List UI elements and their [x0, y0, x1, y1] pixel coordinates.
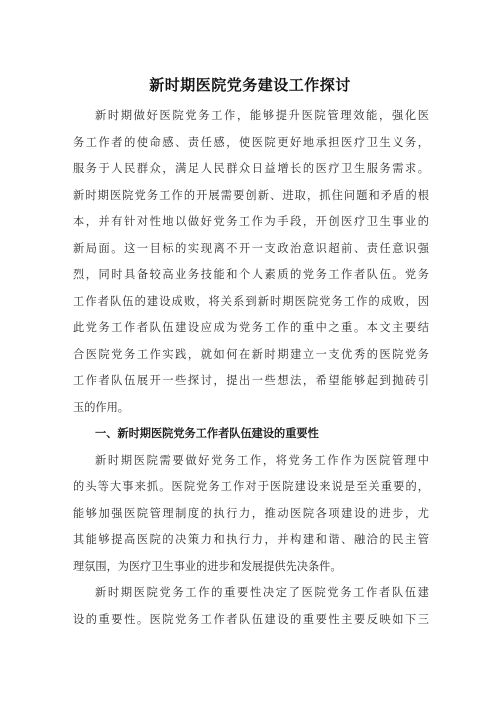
intro-line: 烈，同时具备较高业务技能和个人素质的党务工作者队伍。党务 — [73, 268, 429, 281]
section1-para2-line: 新时期医院党务工作的重要性决定了医院党务工作者队伍建 — [95, 586, 429, 599]
intro-line: 务工作者的使命感、责任感，使医院更好地承担医疗卫生义务， — [73, 135, 429, 149]
intro-line: 新时期做好医院党务工作，能够提升医院管理效能，强化医 — [95, 109, 429, 122]
intro-line: 服务于人民群众，满足人民群众日益增长的医疗卫生服务需求。 — [73, 162, 429, 175]
intro-line: 工作者队伍的建设成败，将关系到新时期医院党务工作的成败，因 — [73, 294, 429, 308]
section1-para1-line: 的头等大事来抓。医院党务工作对于医院建设来说是至关重要的， — [73, 480, 429, 493]
section1-para1-line: 能够加强医院管理制度的执行力，推动医院各项建设的进步，尤 — [73, 506, 429, 520]
intro-line: 玉的作用。 — [73, 400, 129, 414]
intro-line: 新时期医院党务工作的开展需要创新、进取，抓住问题和矛盾的根 — [73, 188, 429, 202]
section1-para1-line: 理氛围，为医疗卫生事业的进步和发展提供先决条件。 — [73, 559, 342, 573]
intro-line: 本，并有针对性地以做好党务工作为手段，开创医疗卫生事业的 — [73, 215, 429, 228]
section1-para1-line: 新时期医院需要做好党务工作，将党务工作作为医院管理中 — [95, 453, 429, 467]
section1-para2-line: 设的重要性。医院党务工作者队伍建设的重要性主要反映如下三 — [73, 612, 429, 626]
intro-line: 合医院党务工作实践，就如何在新时期建立一支优秀的医院党务 — [73, 347, 429, 361]
document-body — [73, 103, 429, 633]
intro-line: 新局面。这一目标的实现离不开一支政治意识超前、责任意识强 — [73, 241, 429, 255]
document-title: 新时期医院党务建设工作探讨 — [149, 76, 351, 94]
section1-para1-line: 其能够提高医院的决策力和执行力，并构建和谐、融洽的民主管 — [73, 533, 429, 546]
intro-line: 工作者队伍展开一些探讨，提出一些想法，希望能够起到抛砖引 — [73, 374, 429, 387]
intro-line: 此党务工作者队伍建设应成为党务工作的重中之重。本文主要结 — [73, 321, 429, 334]
section-heading: 一、新时期医院党务工作者队伍建设的重要性 — [95, 427, 319, 440]
